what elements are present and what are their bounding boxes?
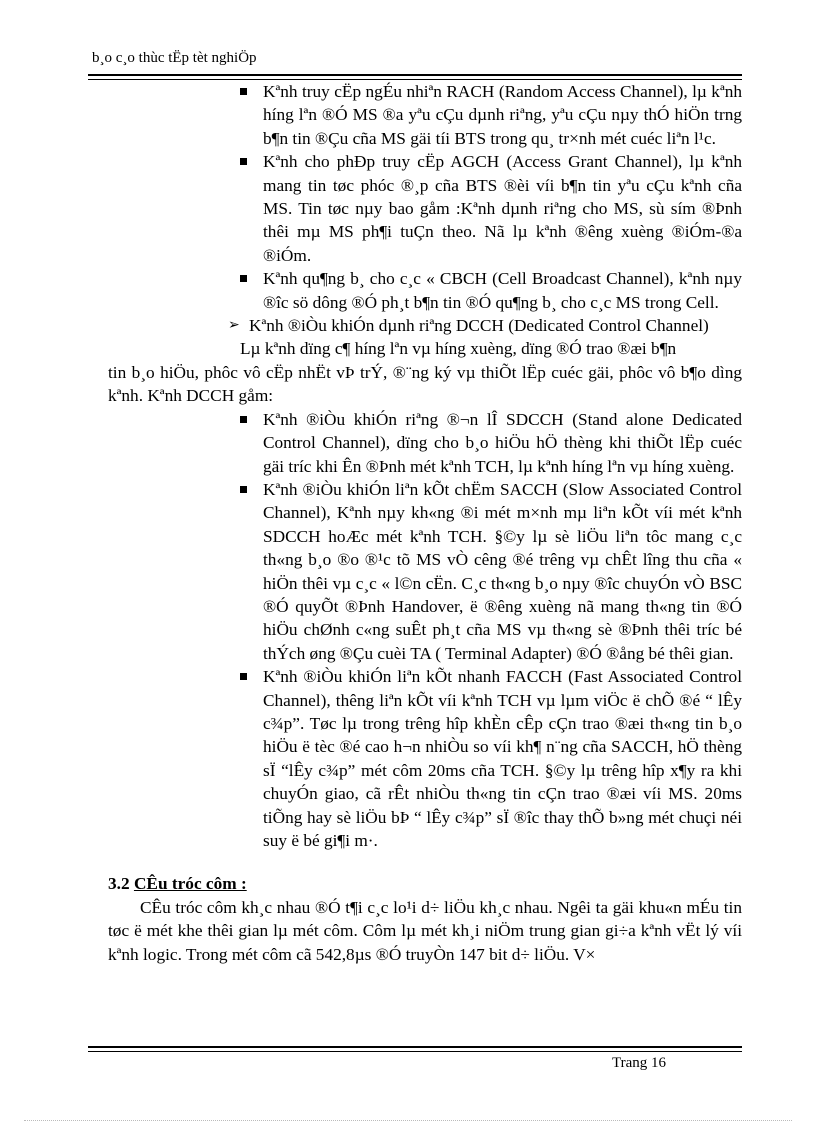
square-bullet-icon [240, 158, 247, 165]
bullet-item-cbch [0, 267, 816, 314]
page-number: Trang 16 [612, 1055, 667, 1071]
bullet-item-sdcch [0, 408, 816, 478]
bullet-text: Kªnh qu¶ng b¸ cho c¸c « CBCH (Cell Broadcast Channel), kªnh nµy ®îc sö dông ®Ó ph¸t b¶n tin ®Ó qu¶ng b¸ cho c¸c MS trong Cell. [263, 269, 742, 312]
section-number: 3.2 [108, 874, 130, 894]
dcch-paragraph-first-line: Lµ kªnh dïng c¶ híng lªn vµ híng xuèng, dïng ®Ó trao ®æi b¶n [240, 339, 677, 359]
page-header: b¸o c¸o thùc tËp tèt nghiÖp [92, 50, 257, 66]
square-bullet-icon [240, 275, 247, 282]
section-paragraph: CÊu tróc côm kh¸c nhau ®Ó t¶i c¸c lo¹i d÷ liÖu kh¸c nhau. Ngêi ta gäi khu«n mÉu tin tøc ë mét khe thêi gian lµ mét côm. Côm lµ mét kh¸i niÖm trung gian gi÷a kªnh vËt lý víi kªnh logic. Trong mét côm cã 542,8µs ®Ó truyÒn 147 bit d÷ liÖu. V× [108, 897, 742, 964]
bullet-text: Kªnh cho phÐp truy cËp AGCH (Access Grant Channel), lµ kªnh mang tin tøc phóc ®¸p cña BTS ®èi víi b¶n tin yªu cÇu kªnh cña MS. Tin tøc nµy bao gåm :Kªnh dµnh riªng cho MS, sù sím ®Þnh thêi mµ MS ph¶i tuÇn theo. Nã lµ kªnh ®êng xuèng ®iÓm-®a ®iÓm. [263, 152, 742, 265]
header-rule-thick [88, 74, 742, 76]
square-bullet-icon [240, 486, 247, 493]
footer-rule-thin [88, 1051, 742, 1052]
bullet-text: Kªnh truy cËp ngÉu nhiªn RACH (Random Access Channel), lµ kªnh híng lªn ®Ó MS ®a yªu cÇu dµnh riªng, yªu cÇu nµy thÓ hiÖn trng b¶n tin ®Çu cña MS gäi tíi BTS trong qu¸ tr×nh mét cuéc liªn l¹c. [263, 82, 742, 148]
section-title: CÊu tróc côm : [133, 874, 247, 894]
bullet-item-rach [0, 80, 816, 150]
dcch-heading [0, 314, 816, 337]
arrow-bullet-icon: ➢ [228, 317, 240, 334]
section-heading [0, 872, 816, 895]
page-body [0, 80, 816, 966]
square-bullet-icon [240, 88, 247, 95]
dcch-paragraph-body: tin b¸o hiÖu, phôc vô cËp nhËt vÞ trÝ, ®¨ng ký vµ thiÕt lËp cuéc gäi, phôc vô b¶o dìng kªnh. Kªnh DCCH gåm: [108, 362, 742, 406]
bullet-item-sacch [0, 478, 816, 665]
bullet-item-facch [0, 665, 816, 852]
square-bullet-icon [240, 416, 247, 423]
page-edge-dotted-line [24, 1120, 792, 1121]
bullet-text: Kªnh ®iÒu khiÓn liªn kÕt chËm SACCH (Slow Associated Control Channel), Kªnh nµy kh«ng ®i mét m×nh mµ liªn kÕt víi mét kªnh SDCCH hoÆc mét kªnh TCH. §©y lµ sè liÖu liªn tôc mang c¸c th«ng b¸o ®o ®¹c tõ MS vÒ cêng ®é trêng vµ chÊt lîng thu cña « hiÖn thêi vµ c¸c « l©n cËn. C¸c th«ng b¸o nµy ®îc chuyÓn vÒ BSC ®Ó quyÕt ®Þnh Handover, ë ®êng xuèng nã mang th«ng tin ®Ó hiÖu chØnh c«ng suÊt ph¸t cña MS vµ th«ng sè ®Þnh thêi tríc bé thÝch øng ®Çu cuèi TA ( Terminal Adapter) ®Ó ®ång bé thêi gian. [263, 479, 742, 663]
bullet-text: Kªnh ®iÒu khiÓn riªng ®¬n lÎ SDCCH (Stand alone Dedicated Control Channel), dïng cho b¸o hiÖu hÖ thèng khi thiÕt lËp cuéc gäi tríc khi Ên ®Þnh mét kªnh TCH, lµ kªnh híng lªn vµ híng xuèng. [263, 409, 742, 476]
bullet-text: Kªnh ®iÒu khiÓn liªn kÕt nhanh FACCH (Fast Associated Control Channel), thêng liªn kÕt víi kªnh TCH vµ lµm viÖc ë chÕ ®é “ lÊy c¾p”. Tøc lµ trong trêng hîp khÈn cÊp cÇn trao ®æi th«ng tin b¸o hiÖu ë tèc ®é cao h¬n nhiÒu so víi kh¶ n¨ng cña SACCH, hÖ thèng sÏ “lÊy c¾p” mét côm 20ms cña TCH. §©y lµ trêng hîp x¶y ra khi chuyÓn giao, cã rÊt nhiÒu th«ng tin cÇn trao ®æi víi MS. 20ms tiÕng hay sè liÖu bÞ “ lÊy c¾p” sÏ ®îc thay thÕ b»ng mét chuçi néi suy ë bé gi¶i m·. [263, 667, 742, 850]
footer-rule-thick [88, 1046, 742, 1048]
dcch-heading-text: Kªnh ®iÒu khiÓn dµnh riªng DCCH (Dedicated Control Channel) [249, 316, 709, 336]
square-bullet-icon [240, 673, 247, 680]
bullet-item-agch [0, 150, 816, 267]
